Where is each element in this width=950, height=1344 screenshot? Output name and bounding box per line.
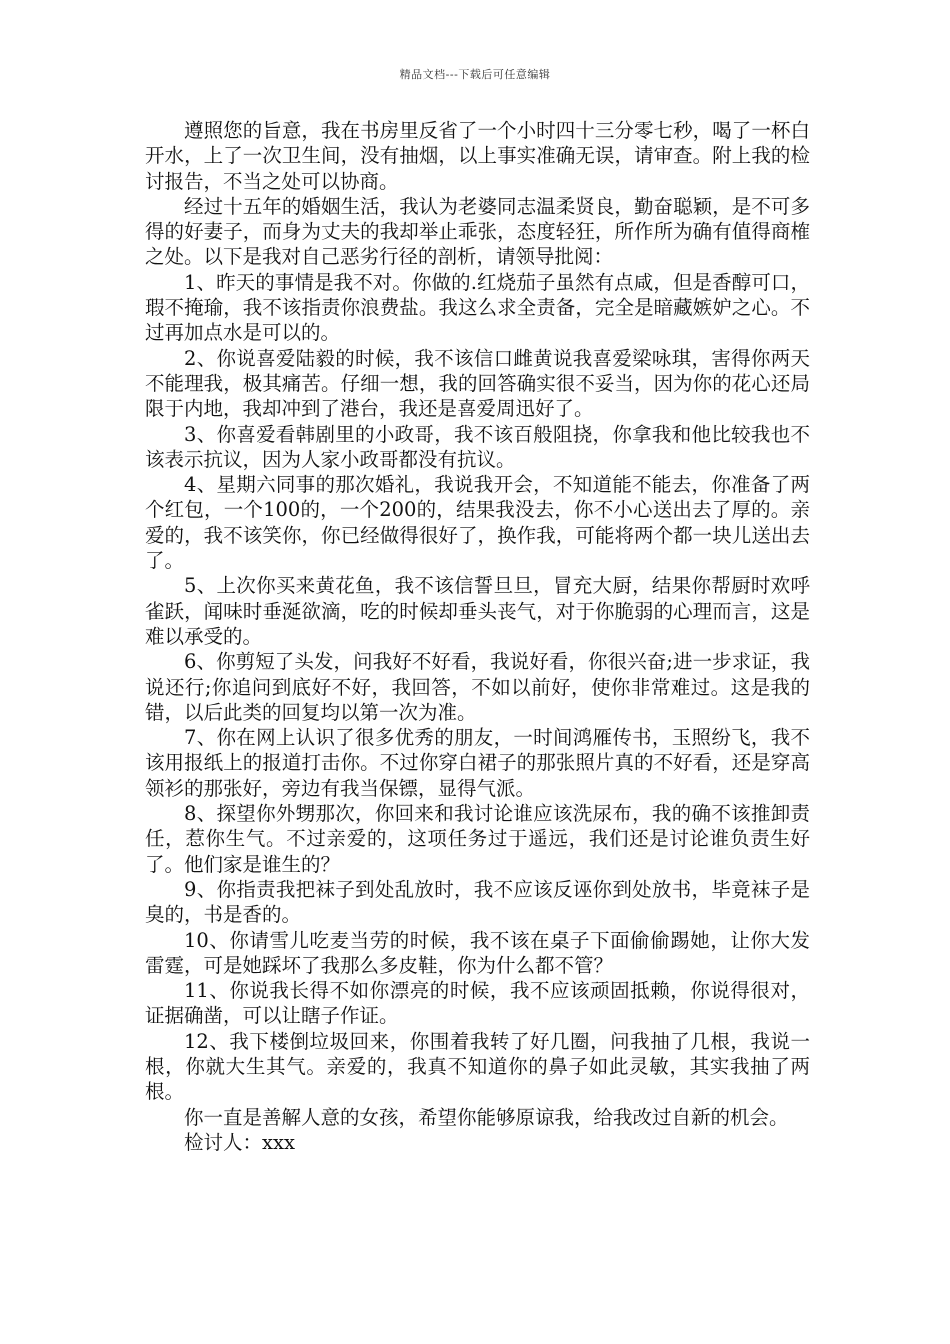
paragraph-item-12: 12、我下楼倒垃圾回来，你围着我转了好几圈，问我抽了几根，我说一根，你就大生其气。亲爱的，我真不知道你的鼻子如此灵敏，其实我抽了两根。 — [145, 1029, 810, 1104]
paragraph-item-4: 4、星期六同事的那次婚礼，我说我开会，不知道能不能去，你准备了两个红包，一个100的，一个200的，结果我没去，你不小心送出去了厚的。亲爱的，我不该笑你，你已经做得很好了，换作我，可能将两个都一块儿送出去了。 — [145, 473, 810, 573]
paragraph-item-3: 3、你喜爱看韩剧里的小政哥，我不该百般阻挠，你拿我和他比较我也不该表示抗议，因为人家小政哥都没有抗议。 — [145, 422, 810, 471]
paragraph-item-8: 8、探望你外甥那次，你回来和我讨论谁应该洗尿布，我的确不该推卸责任，惹你生气。不过亲爱的，这项任务过于遥远，我们还是讨论谁负责生好了。他们家是谁生的？ — [145, 802, 810, 876]
document-body — [145, 118, 810, 1155]
paragraph-item-11: 11、你说我长得不如你漂亮的时候，我不应该顽固抵赖，你说得很对，证据确凿，可以让瞎子作证。 — [145, 979, 810, 1028]
page-header: 精品文档---下载后可任意编辑 — [399, 68, 551, 81]
paragraph-intro: 遵照您的旨意，我在书房里反省了一个小时四十三分零七秒，喝了一杯白开水，上了一次卫生间，没有抽烟，以上事实准确无误，请审查。附上我的检讨报告，不当之处可以协商。 — [145, 119, 810, 193]
signature: 检讨人：xxx — [184, 1130, 295, 1154]
paragraph-item-5: 5、上次你买来黄花鱼，我不该信誓旦旦，冒充大厨，结果你帮厨时欢呼雀跃，闻味时垂涎欲滴，吃的时候却垂头丧气，对于你脆弱的心理而言，这是难以承受的。 — [145, 574, 810, 648]
paragraph-item-10: 10、你请雪儿吃麦当劳的时候，我不该在桌子下面偷偷踢她，让你大发雷霆，可是她踩坏了我那么多皮鞋，你为什么都不管？ — [145, 928, 810, 977]
paragraph-closing: 你一直是善解人意的女孩，希望你能够原谅我，给我改过自新的机会。 — [184, 1105, 789, 1129]
paragraph-item-1: 1、昨天的事情是我不对。你做的.红烧茄子虽然有点咸，但是香醇可口，瑕不掩瑜，我不该指责你浪费盐。我这么求全责备，完全是暗藏嫉妒之心。不过再加点水是可以的。 — [145, 270, 810, 345]
paragraph-item-6: 6、你剪短了头发，问我好不好看，我说好看，你很兴奋;进一步求证，我说还行;你追问到底好不好，我回答，不如以前好，使你非常难过。这是我的错，以后此类的回复均以第一次为准。 — [145, 650, 810, 724]
paragraph-preface: 经过十五年的婚姻生活，我认为老婆同志温柔贤良，勤奋聪颖，是不可多得的好妻子，而身为丈夫的我却举止乖张，态度轻狂，所作所为确有值得商榷之处。以下是我对自己恶劣行径的剖析，请领导批阅： — [145, 194, 810, 269]
paragraph-item-9: 9、你指责我把袜子到处乱放时，我不应该反诬你到处放书，毕竟袜子是臭的，书是香的。 — [145, 877, 810, 927]
paragraph-item-7: 7、你在网上认识了很多优秀的朋友，一时间鸿雁传书，玉照纷飞，我不该用报纸上的报道打击你。不过你穿白裙子的那张照片真的不好看，还是穿高领衫的那张好，旁边有我当保镖，显得气派。 — [145, 726, 810, 800]
paragraph-item-2: 2、你说喜爱陆毅的时候，我不该信口雌黄说我喜爱梁咏琪，害得你两天不能理我，极其痛苦。仔细一想，我的回答确实很不妥当，因为你的花心还局限于内地，我却冲到了港台，我还是喜爱周迅好了。 — [145, 346, 810, 421]
